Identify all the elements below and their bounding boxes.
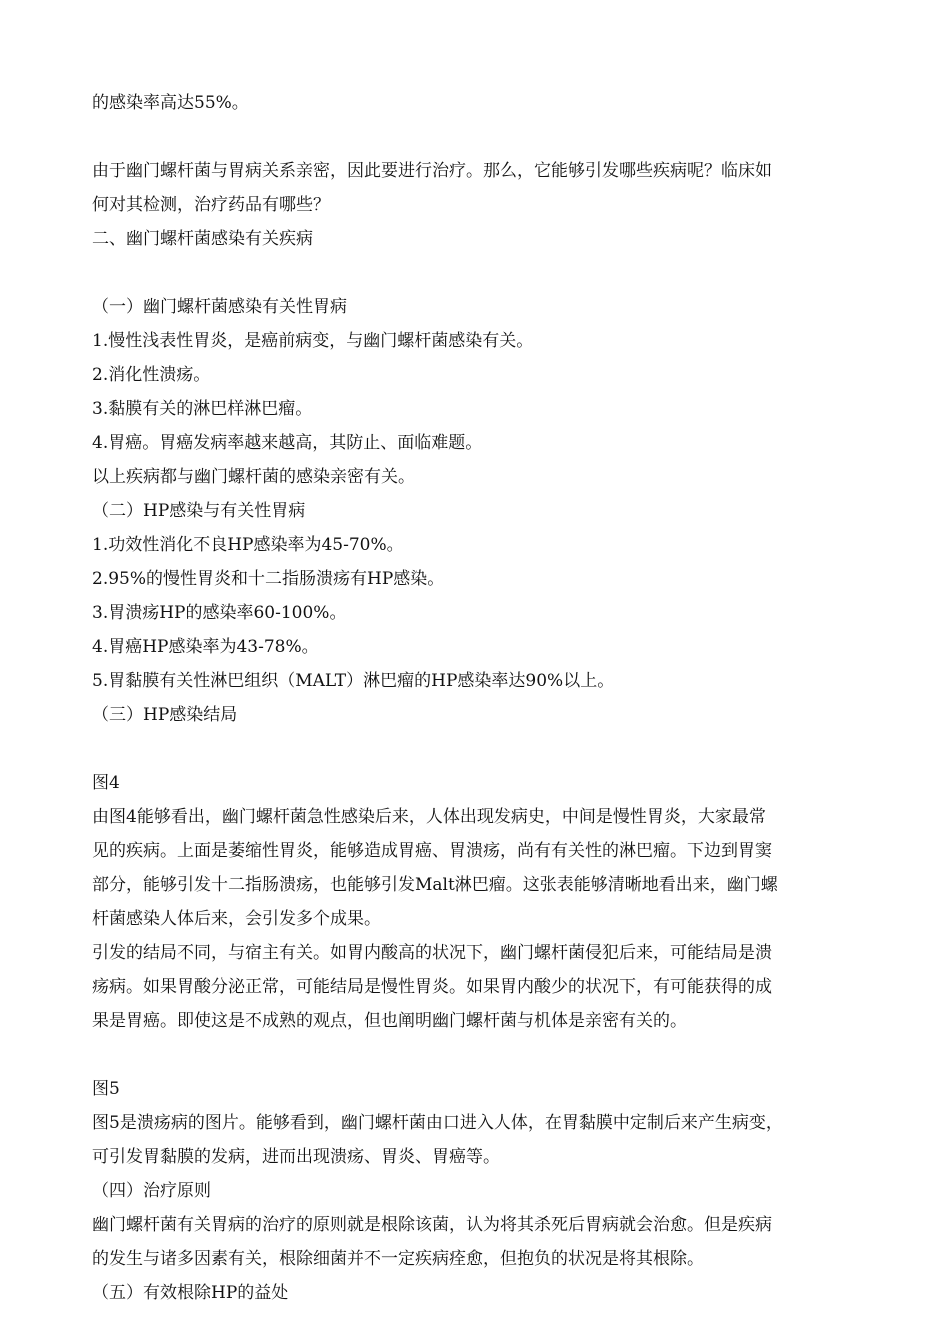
text-line: 见的疾病。上面是萎缩性胃炎，能够造成胃癌、胃溃疡，尚有有关性的淋巴瘤。下边到胃窦 bbox=[92, 841, 772, 861]
subsection-heading: （一）幽门螺杆菌感染有关性胃病 bbox=[92, 297, 347, 317]
list-item: 3.黏膜有关的淋巴样淋巴瘤。 bbox=[92, 399, 313, 419]
list-item: 4.胃癌。胃癌发病率越来越高，其防止、面临难题。 bbox=[92, 433, 483, 453]
text-line: 的发生与诸多因素有关，根除细菌并不一定疾病痊愈，但抱负的状况是将其根除。 bbox=[92, 1249, 704, 1269]
blank-line bbox=[92, 1038, 862, 1072]
section-heading: 二、幽门螺杆菌感染有关疾病 bbox=[92, 229, 313, 249]
subsection-heading: （四）治疗原则 bbox=[92, 1181, 211, 1201]
list-item: 4.胃癌HP感染率为43-78%。 bbox=[92, 637, 319, 657]
text-line: 幽门螺杆菌有关胃病的治疗的原则就是根除该菌，认为将其杀死后胃病就会治愈。但是疾病 bbox=[92, 1215, 772, 1235]
list-item: 3.胃溃疡HP的感染率60-100%。 bbox=[92, 603, 347, 623]
text-line: 以上疾病都与幽门螺杆菌的感染亲密有关。 bbox=[92, 467, 415, 487]
blank-line bbox=[92, 732, 862, 766]
blank-line bbox=[92, 120, 862, 154]
text-line: 可引发胃黏膜的发病，进而出现溃疡、胃炎、胃癌等。 bbox=[92, 1147, 500, 1167]
subsection-heading: （三）HP感染结局 bbox=[92, 705, 238, 725]
text-line: 由图4能够看出，幽门螺杆菌急性感染后来，人体出现发病史，中间是慢性胃炎，大家最常 bbox=[92, 807, 766, 827]
text-line: 疡病。如果胃酸分泌正常，可能结局是慢性胃炎。如果胃内酸少的状况下，有可能获得的成 bbox=[92, 977, 772, 997]
text-line: 部分，能够引发十二指肠溃疡，也能够引发Malt淋巴瘤。这张表能够清晰地看出来，幽门螺 bbox=[92, 875, 778, 895]
list-item: 1.慢性浅表性胃炎，是癌前病变，与幽门螺杆菌感染有关。 bbox=[92, 331, 534, 351]
list-item: 5.胃黏膜有关性淋巴组织（MALT）淋巴瘤的HP感染率达90%以上。 bbox=[92, 671, 615, 691]
text-line: 杆菌感染人体后来，会引发多个成果。 bbox=[92, 909, 381, 929]
blank-line bbox=[92, 256, 862, 290]
list-item: 2.消化性溃疡。 bbox=[92, 365, 211, 385]
text-line: 引发的结局不同，与宿主有关。如胃内酸高的状况下，幽门螺杆菌侵犯后来，可能结局是溃 bbox=[92, 943, 772, 963]
text-line: 图5是溃疡病的图片。能够看到，幽门螺杆菌由口进入人体，在胃黏膜中定制后来产生病变， bbox=[92, 1113, 783, 1133]
list-item: 1.功效性消化不良HP感染率为45-70%。 bbox=[92, 535, 404, 555]
figure-label: 图4 bbox=[92, 773, 120, 793]
text-line: 果是胃癌。即使这是不成熟的观点，但也阐明幽门螺杆菌与机体是亲密有关的。 bbox=[92, 1011, 687, 1031]
list-item: 2.95%的慢性胃炎和十二指肠溃疡有HP感染。 bbox=[92, 569, 445, 589]
document-page bbox=[92, 86, 862, 1310]
text-line: 的感染率高达55%。 bbox=[92, 93, 249, 113]
subsection-heading: （二）HP感染与有关性胃病 bbox=[92, 501, 306, 521]
text-line: 何对其检测，治疗药品有哪些？ bbox=[92, 195, 330, 215]
figure-label: 图5 bbox=[92, 1079, 120, 1099]
text-line: 由于幽门螺杆菌与胃病关系亲密，因此要进行治疗。那么，它能够引发哪些疾病呢？临床如 bbox=[92, 161, 772, 181]
subsection-heading: （五）有效根除HP的益处 bbox=[92, 1283, 289, 1303]
